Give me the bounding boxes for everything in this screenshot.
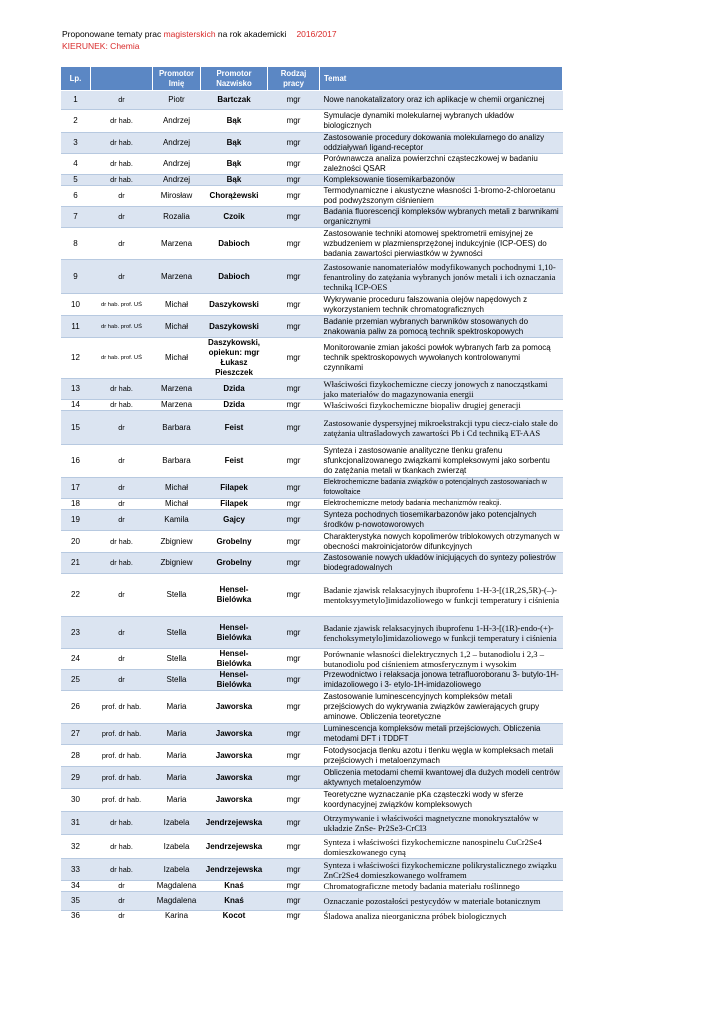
row-number: 27 bbox=[61, 724, 91, 745]
row-number: 26 bbox=[61, 691, 91, 724]
supervisor-first-name: Andrzej bbox=[153, 133, 201, 154]
row-number: 4 bbox=[61, 154, 91, 175]
row-number: 29 bbox=[61, 767, 91, 789]
table-row bbox=[61, 649, 563, 670]
thesis-topic: Śladowa analiza nieorganiczna próbek biologicznych bbox=[320, 911, 563, 922]
col-last-name-header: Promotor Nazwisko bbox=[201, 67, 268, 91]
supervisor-first-name: Stella bbox=[153, 670, 201, 691]
supervisor-degree: dr bbox=[91, 478, 153, 499]
thesis-topic: Synteza i zastosowanie analityczne tlenku grafenu sfunkcjonalizowanego związkami kompleksowymi jako sorbentu do zatężania metali w tkankach zwierząt bbox=[320, 445, 563, 478]
supervisor-first-name: Michał bbox=[153, 499, 201, 510]
thesis-topic: Wykrywanie proceduru fałszowania olejów napędowych z wykorzystaniem technik chromatograficznych bbox=[320, 294, 563, 316]
thesis-type: mgr bbox=[268, 649, 320, 670]
supervisor-last-name: Jaworska bbox=[201, 767, 268, 789]
supervisor-first-name: Maria bbox=[153, 745, 201, 767]
supervisor-degree: dr bbox=[91, 445, 153, 478]
thesis-topic: Właściwości fizykochemiczne biopaliw drugiej generacji bbox=[320, 400, 563, 411]
thesis-topic: Obliczenia metodami chemii kwantowej dla dużych modeli centrów aktywnych metaloenzymów bbox=[320, 767, 563, 789]
col-first-name-header: Promotor Imię bbox=[153, 67, 201, 91]
supervisor-last-name: Hensel-Bielówka bbox=[201, 670, 268, 691]
thesis-type: mgr bbox=[268, 510, 320, 531]
supervisor-degree: dr bbox=[91, 510, 153, 531]
table-row bbox=[61, 260, 563, 294]
supervisor-last-name: Filapek bbox=[201, 478, 268, 499]
supervisor-last-name: Knaś bbox=[201, 892, 268, 911]
thesis-topic: Właściwości fizykochemiczne cieczy jonowych z nanocząstkami jako materiałów do magazynowania energii bbox=[320, 379, 563, 400]
thesis-topic: Teoretyczne wyznaczanie pKa cząsteczki wody w sferze koordynacyjnej związków kompleksowych bbox=[320, 789, 563, 812]
table-row bbox=[61, 411, 563, 445]
row-number: 18 bbox=[61, 499, 91, 510]
row-number: 5 bbox=[61, 175, 91, 186]
row-number: 25 bbox=[61, 670, 91, 691]
supervisor-degree: dr hab. bbox=[91, 859, 153, 881]
thesis-topic: Przewodnictwo i relaksacja jonowa tetrafluoroboranu 3- butylo-1H-imidazoliowego i 3- etylo-1H-imidazoliowego bbox=[320, 670, 563, 691]
row-number: 22 bbox=[61, 574, 91, 617]
supervisor-first-name: Maria bbox=[153, 767, 201, 789]
supervisor-last-name: Jendrzejewska bbox=[201, 812, 268, 835]
supervisor-last-name: Bąk bbox=[201, 110, 268, 133]
thesis-type: mgr bbox=[268, 379, 320, 400]
thesis-topic: Kompleksowanie tiosemikarbazonów bbox=[320, 175, 563, 186]
supervisor-first-name: Marzena bbox=[153, 400, 201, 411]
supervisor-first-name: Piotr bbox=[153, 91, 201, 110]
row-number: 21 bbox=[61, 553, 91, 574]
thesis-type: mgr bbox=[268, 91, 320, 110]
supervisor-last-name: Jaworska bbox=[201, 691, 268, 724]
thesis-topic: Badanie przemian wybranych barwników stosowanych do znakowania paliw za pomocą technik spektroskopowych bbox=[320, 316, 563, 338]
thesis-type: mgr bbox=[268, 260, 320, 294]
thesis-topic: Synteza i właściwości fizykochemiczne polikrystalicznego związku ZnCr2Se4 domieszkowanego wolframem bbox=[320, 859, 563, 881]
table-header-row bbox=[61, 67, 563, 91]
row-number: 30 bbox=[61, 789, 91, 812]
supervisor-degree: dr hab. bbox=[91, 154, 153, 175]
row-number: 9 bbox=[61, 260, 91, 294]
thesis-type: mgr bbox=[268, 574, 320, 617]
supervisor-last-name: Jaworska bbox=[201, 745, 268, 767]
row-number: 7 bbox=[61, 207, 91, 228]
row-number: 1 bbox=[61, 91, 91, 110]
thesis-type: mgr bbox=[268, 499, 320, 510]
supervisor-degree: dr bbox=[91, 881, 153, 892]
row-number: 17 bbox=[61, 478, 91, 499]
row-number: 35 bbox=[61, 892, 91, 911]
supervisor-first-name: Stella bbox=[153, 649, 201, 670]
table-row bbox=[61, 228, 563, 260]
supervisor-last-name: Jendrzejewska bbox=[201, 859, 268, 881]
thesis-type: mgr bbox=[268, 553, 320, 574]
supervisor-first-name: Michał bbox=[153, 338, 201, 379]
row-number: 28 bbox=[61, 745, 91, 767]
supervisor-last-name: Grobelny bbox=[201, 553, 268, 574]
supervisor-degree: dr hab. prof. UŚ bbox=[91, 338, 153, 379]
table-row bbox=[61, 724, 563, 745]
thesis-type: mgr bbox=[268, 670, 320, 691]
thesis-type: mgr bbox=[268, 691, 320, 724]
thesis-type: mgr bbox=[268, 110, 320, 133]
thesis-type: mgr bbox=[268, 316, 320, 338]
row-number: 13 bbox=[61, 379, 91, 400]
thesis-topic: Synteza pochodnych tiosemikarbazonów jako potencjalnych środków p-nowotoworowych bbox=[320, 510, 563, 531]
thesis-type: mgr bbox=[268, 724, 320, 745]
supervisor-first-name: Andrzej bbox=[153, 175, 201, 186]
thesis-topic: Otrzymywanie i właściwości magnetyczne monokryształów w układzie ZnSe- Pr2Se3-CrCl3 bbox=[320, 812, 563, 835]
supervisor-first-name: Izabela bbox=[153, 812, 201, 835]
table-row bbox=[61, 400, 563, 411]
thesis-topic: Termodynamiczne i akustyczne własności 1-bromo-2-chloroetanu pod podwyższonym ciśnieniem bbox=[320, 186, 563, 207]
row-number: 3 bbox=[61, 133, 91, 154]
table-row bbox=[61, 574, 563, 617]
supervisor-last-name: Dzida bbox=[201, 400, 268, 411]
supervisor-degree: dr hab. bbox=[91, 812, 153, 835]
row-number: 8 bbox=[61, 228, 91, 260]
supervisor-degree: dr hab. prof. UŚ bbox=[91, 294, 153, 316]
thesis-topic: Elektrochemiczne badania związków o potencjalnych zastosowaniach w fotowoltaice bbox=[320, 478, 563, 499]
row-number: 31 bbox=[61, 812, 91, 835]
thesis-type: mgr bbox=[268, 186, 320, 207]
supervisor-degree: dr hab. bbox=[91, 835, 153, 859]
table-row bbox=[61, 91, 563, 110]
supervisor-last-name: Dabioch bbox=[201, 228, 268, 260]
thesis-topic: Symulacje dynamiki molekularnej wybranych układów biologicznych bbox=[320, 110, 563, 133]
thesis-type: mgr bbox=[268, 531, 320, 553]
supervisor-degree: prof. dr hab. bbox=[91, 745, 153, 767]
table-row bbox=[61, 338, 563, 379]
thesis-topic: Zastosowanie procedury dokowania molekularnego do analizy oddziaływań ligand-receptor bbox=[320, 133, 563, 154]
supervisor-first-name: Izabela bbox=[153, 835, 201, 859]
col-topic-header: Temat bbox=[320, 67, 563, 91]
supervisor-degree: dr hab. prof. UŚ bbox=[91, 316, 153, 338]
row-number: 16 bbox=[61, 445, 91, 478]
row-number: 15 bbox=[61, 411, 91, 445]
table-body bbox=[61, 91, 563, 922]
row-number: 6 bbox=[61, 186, 91, 207]
supervisor-first-name: Maria bbox=[153, 724, 201, 745]
supervisor-first-name: Marzena bbox=[153, 379, 201, 400]
supervisor-last-name: Dabioch bbox=[201, 260, 268, 294]
thesis-type: mgr bbox=[268, 411, 320, 445]
supervisor-last-name: Knaś bbox=[201, 881, 268, 892]
supervisor-first-name: Marzena bbox=[153, 228, 201, 260]
supervisor-first-name: Michał bbox=[153, 294, 201, 316]
table-row bbox=[61, 617, 563, 649]
table-row bbox=[61, 110, 563, 133]
table-row bbox=[61, 316, 563, 338]
thesis-topic: Elektrochemiczne metody badania mechanizmów reakcji. bbox=[320, 499, 563, 510]
supervisor-first-name: Andrzej bbox=[153, 110, 201, 133]
row-number: 36 bbox=[61, 911, 91, 922]
table-row bbox=[61, 133, 563, 154]
table-row bbox=[61, 499, 563, 510]
supervisor-last-name: Daszykowski, opiekun: mgr Łukasz Pieszczek bbox=[201, 338, 268, 379]
supervisor-first-name: Stella bbox=[153, 574, 201, 617]
thesis-type: mgr bbox=[268, 207, 320, 228]
thesis-type: mgr bbox=[268, 400, 320, 411]
thesis-type: mgr bbox=[268, 338, 320, 379]
supervisor-last-name: Gajcy bbox=[201, 510, 268, 531]
thesis-type: mgr bbox=[268, 154, 320, 175]
thesis-topic: Porównanie własności dielektrycznych 1,2 – butanodiolu i 2,3 – butanodiolu pod ciśnieniem atmosferycznym i wysokim bbox=[320, 649, 563, 670]
thesis-type: mgr bbox=[268, 767, 320, 789]
thesis-topic: Porównawcza analiza powierzchni cząsteczkowej w badaniu zależności QSAR bbox=[320, 154, 563, 175]
supervisor-first-name: Barbara bbox=[153, 445, 201, 478]
supervisor-last-name: Bąk bbox=[201, 175, 268, 186]
thesis-topic: Zastosowanie techniki atomowej spektrometrii emisyjnej ze wzbudzeniem w plazmiensprzężonej indukcyjnie (ICP-OES) do badania zawartości pierwiastków w żywności bbox=[320, 228, 563, 260]
supervisor-first-name: Karina bbox=[153, 911, 201, 922]
supervisor-last-name: Filapek bbox=[201, 499, 268, 510]
row-number: 14 bbox=[61, 400, 91, 411]
supervisor-degree: prof. dr hab. bbox=[91, 691, 153, 724]
supervisor-last-name: Bąk bbox=[201, 154, 268, 175]
thesis-type: mgr bbox=[268, 892, 320, 911]
supervisor-degree: prof. dr hab. bbox=[91, 789, 153, 812]
thesis-topic: Oznaczanie pozostałości pestycydów w materiale botanicznym bbox=[320, 892, 563, 911]
thesis-topic: Fotodysocjacja tlenku azotu i tlenku węgla w kompleksach metali przejściowych i metaloenzymach bbox=[320, 745, 563, 767]
table-row bbox=[61, 881, 563, 892]
supervisor-first-name: Stella bbox=[153, 617, 201, 649]
supervisor-last-name: Feist bbox=[201, 445, 268, 478]
supervisor-first-name: Izabela bbox=[153, 859, 201, 881]
header-degree-type: magisterskich bbox=[163, 29, 216, 39]
row-number: 32 bbox=[61, 835, 91, 859]
table-row bbox=[61, 186, 563, 207]
supervisor-degree: dr bbox=[91, 670, 153, 691]
thesis-type: mgr bbox=[268, 445, 320, 478]
table-row bbox=[61, 553, 563, 574]
col-lp-header: Lp. bbox=[61, 67, 91, 91]
supervisor-last-name: Dzida bbox=[201, 379, 268, 400]
supervisor-last-name: Jaworska bbox=[201, 789, 268, 812]
supervisor-first-name: Andrzej bbox=[153, 154, 201, 175]
thesis-type: mgr bbox=[268, 294, 320, 316]
table-row bbox=[61, 379, 563, 400]
thesis-topic: Badanie zjawisk relaksacyjnych ibuprofenu 1-H-3-[(1R,2S,5R)-(–)-mentoksyymetylo]imidazoliowego w funkcji temperatury i ciśnienia bbox=[320, 574, 563, 617]
supervisor-degree: dr bbox=[91, 228, 153, 260]
supervisor-degree: dr bbox=[91, 207, 153, 228]
supervisor-degree: dr bbox=[91, 617, 153, 649]
thesis-topic: Nowe nanokatalizatory oraz ich aplikacje w chemii organicznej bbox=[320, 91, 563, 110]
row-number: 23 bbox=[61, 617, 91, 649]
table-row bbox=[61, 911, 563, 922]
thesis-topic: Charakterystyka nowych kopolimerów triblokowych otrzymanych w obecności makroinicjatorów difunkcyjnych bbox=[320, 531, 563, 553]
supervisor-first-name: Maria bbox=[153, 691, 201, 724]
supervisor-last-name: Hensel-Bielówka bbox=[201, 617, 268, 649]
thesis-topic: Monitorowanie zmian jakości powłok wybranych farb za pomocą technik spektroskopowych wywołanych kontrolowanymi czynnikami bbox=[320, 338, 563, 379]
thesis-topic: Badania fluorescencji kompleksów wybranych metali z barwnikami organicznymi bbox=[320, 207, 563, 228]
row-number: 33 bbox=[61, 859, 91, 881]
table-row bbox=[61, 175, 563, 186]
supervisor-last-name: Hensel-Bielówka bbox=[201, 574, 268, 617]
thesis-topic: Chromatograficzne metody badania materiału roślinnego bbox=[320, 881, 563, 892]
thesis-topic: Luminescencja kompleksów metali przejściowych. Obliczenia metodami DFT i TDDFT bbox=[320, 724, 563, 745]
supervisor-last-name: Jendrzejewska bbox=[201, 835, 268, 859]
table-row bbox=[61, 835, 563, 859]
supervisor-degree: dr hab. bbox=[91, 110, 153, 133]
supervisor-last-name: Kocot bbox=[201, 911, 268, 922]
row-number: 12 bbox=[61, 338, 91, 379]
supervisor-first-name: Kamila bbox=[153, 510, 201, 531]
supervisor-first-name: Michał bbox=[153, 316, 201, 338]
supervisor-degree: dr hab. bbox=[91, 531, 153, 553]
supervisor-degree: dr bbox=[91, 260, 153, 294]
supervisor-degree: dr bbox=[91, 649, 153, 670]
supervisor-degree: dr bbox=[91, 499, 153, 510]
table-row bbox=[61, 531, 563, 553]
table-row bbox=[61, 294, 563, 316]
thesis-topic: Zastosowanie nowych układów inicjujących do syntezy poliestrów biodegradowalnych bbox=[320, 553, 563, 574]
row-number: 2 bbox=[61, 110, 91, 133]
supervisor-first-name: Marzena bbox=[153, 260, 201, 294]
supervisor-degree: prof. dr hab. bbox=[91, 724, 153, 745]
table-row bbox=[61, 510, 563, 531]
thesis-type: mgr bbox=[268, 911, 320, 922]
supervisor-last-name: Hensel-Bielówka bbox=[201, 649, 268, 670]
header-line-1: Proponowane tematy prac magisterskich na rok akademicki 2016/2017 bbox=[62, 29, 337, 39]
supervisor-first-name: Mirosław bbox=[153, 186, 201, 207]
supervisor-degree: dr bbox=[91, 186, 153, 207]
thesis-type: mgr bbox=[268, 745, 320, 767]
table-row bbox=[61, 154, 563, 175]
document-header bbox=[62, 28, 337, 52]
row-number: 34 bbox=[61, 881, 91, 892]
thesis-type: mgr bbox=[268, 228, 320, 260]
supervisor-first-name: Magdalena bbox=[153, 881, 201, 892]
row-number: 11 bbox=[61, 316, 91, 338]
table-row bbox=[61, 892, 563, 911]
supervisor-last-name: Daszykowski bbox=[201, 316, 268, 338]
supervisor-degree: dr hab. bbox=[91, 133, 153, 154]
thesis-type: mgr bbox=[268, 133, 320, 154]
table-row bbox=[61, 445, 563, 478]
row-number: 20 bbox=[61, 531, 91, 553]
thesis-type: mgr bbox=[268, 789, 320, 812]
supervisor-last-name: Chorążewski bbox=[201, 186, 268, 207]
supervisor-first-name: Michał bbox=[153, 478, 201, 499]
supervisor-degree: dr hab. bbox=[91, 379, 153, 400]
thesis-topic: Zastosowanie dyspersyjnej mikroekstrakcji typu ciecz-ciało stałe do zatężania ultraśladowych zawartości Pb i Cd techniką ET-AAS bbox=[320, 411, 563, 445]
thesis-type: mgr bbox=[268, 859, 320, 881]
supervisor-last-name: Grobelny bbox=[201, 531, 268, 553]
table-row bbox=[61, 207, 563, 228]
supervisor-last-name: Czoik bbox=[201, 207, 268, 228]
supervisor-degree: dr hab. bbox=[91, 175, 153, 186]
supervisor-first-name: Barbara bbox=[153, 411, 201, 445]
row-number: 24 bbox=[61, 649, 91, 670]
supervisor-degree: dr bbox=[91, 892, 153, 911]
thesis-type: mgr bbox=[268, 478, 320, 499]
supervisor-degree: dr bbox=[91, 574, 153, 617]
thesis-topic: Zastosowanie nanomateriałów modyfikowanych pochodnymi 1,10-fenantroliny do zatężania wybranych jonów metali i ich oznaczania techniką ICP-OES bbox=[320, 260, 563, 294]
table-row bbox=[61, 691, 563, 724]
table-row bbox=[61, 859, 563, 881]
supervisor-first-name: Rozalia bbox=[153, 207, 201, 228]
thesis-topic: Synteza i właściwości fizykochemiczne nanospinelu CuCr2Se4 domieszkowanego cyną bbox=[320, 835, 563, 859]
supervisor-degree: dr hab. bbox=[91, 553, 153, 574]
supervisor-degree: dr bbox=[91, 91, 153, 110]
table-row bbox=[61, 670, 563, 691]
thesis-type: mgr bbox=[268, 617, 320, 649]
supervisor-degree: dr bbox=[91, 911, 153, 922]
supervisor-last-name: Bartczak bbox=[201, 91, 268, 110]
table-row bbox=[61, 767, 563, 789]
thesis-type: mgr bbox=[268, 175, 320, 186]
thesis-type: mgr bbox=[268, 835, 320, 859]
table-row bbox=[61, 745, 563, 767]
thesis-topic: Badanie zjawisk relaksacyjnych ibuprofenu 1-H-3-[(1R)-endo-(+)-fenchoksymetylo]imidazoliowego w funkcji temperatury i ciśnienia bbox=[320, 617, 563, 649]
row-number: 10 bbox=[61, 294, 91, 316]
supervisor-last-name: Feist bbox=[201, 411, 268, 445]
header-line-2: KIERUNEK: Chemia bbox=[62, 41, 140, 51]
thesis-type: mgr bbox=[268, 881, 320, 892]
table-row bbox=[61, 478, 563, 499]
thesis-type: mgr bbox=[268, 812, 320, 835]
supervisor-first-name: Maria bbox=[153, 789, 201, 812]
supervisor-first-name: Zbigniew bbox=[153, 553, 201, 574]
row-number: 19 bbox=[61, 510, 91, 531]
topics-table bbox=[60, 66, 563, 922]
academic-year: 2016/2017 bbox=[296, 29, 337, 39]
col-degree-header bbox=[91, 67, 153, 91]
thesis-topic: Zastosowanie luminescencyjnych kompleksów metali przejściowych do wykrywania związków zawierających grupy aminowe. Obliczenia teoretyczne bbox=[320, 691, 563, 724]
supervisor-degree: dr hab. bbox=[91, 400, 153, 411]
supervisor-last-name: Daszykowski bbox=[201, 294, 268, 316]
supervisor-degree: prof. dr hab. bbox=[91, 767, 153, 789]
supervisor-first-name: Magdalena bbox=[153, 892, 201, 911]
supervisor-degree: dr bbox=[91, 411, 153, 445]
supervisor-last-name: Jaworska bbox=[201, 724, 268, 745]
table-row bbox=[61, 812, 563, 835]
supervisor-first-name: Zbigniew bbox=[153, 531, 201, 553]
table-row bbox=[61, 789, 563, 812]
supervisor-last-name: Bąk bbox=[201, 133, 268, 154]
col-type-header: Rodzaj pracy bbox=[268, 67, 320, 91]
